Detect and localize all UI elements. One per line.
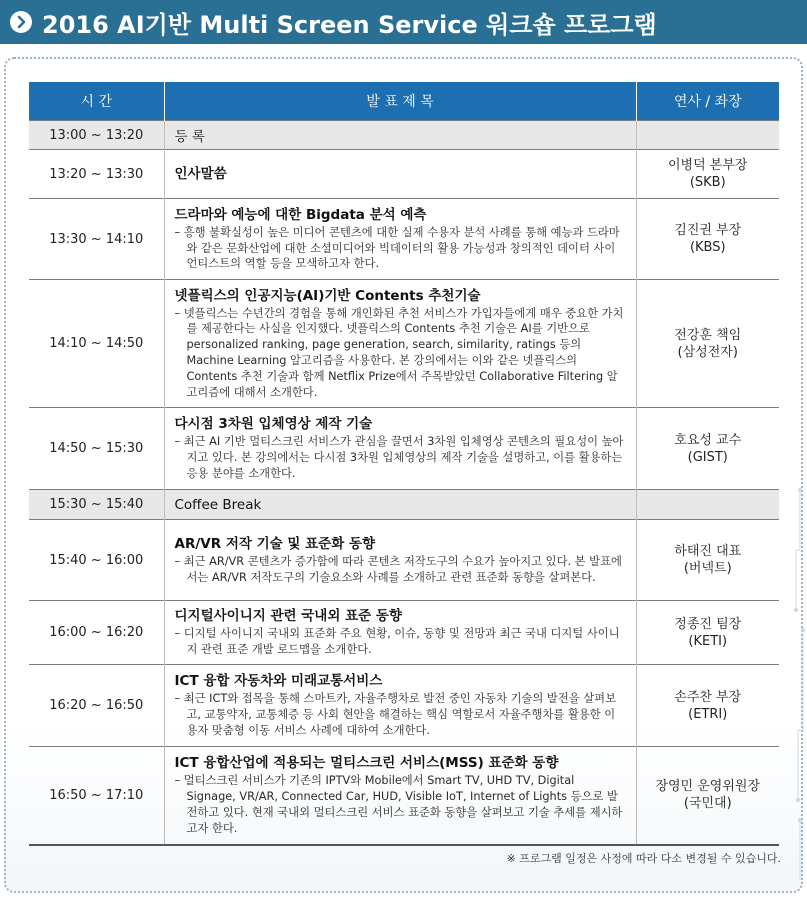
table-row xyxy=(29,601,779,665)
time-cell: 15:40 ~ 16:00 xyxy=(29,520,164,601)
topic-cell xyxy=(164,280,636,408)
session-description: – 넷플릭스는 수년간의 경험을 통해 개인화된 추천 서비스가 가입자들에게 매우 중요한 가치를 제공한다는 사실을 인지했다. 넷플릭스의 Contents 추천 기술은 AI를 기반으로 personalized ranking, page generation, search, similarity, ratings 등의 Machine Learning 알고리즘을 사용한다. 본 강의에서는 이와 같은 넷플릭스의 Contents 추천 기술과 함께 Netflix Prize에서 주목받았던 Collaborative Filtering 알고리즘에 대해서 소개한다. xyxy=(174,306,624,399)
speaker-cell xyxy=(636,408,779,490)
time-cell: 14:50 ~ 15:30 xyxy=(29,408,164,490)
table-header-row xyxy=(29,82,779,121)
page-title: 2016 AI기반 Multi Screen Service 워크숍 프로그램 xyxy=(42,10,657,39)
session-title: AR/VR 저작 기술 및 표준화 동향 xyxy=(174,535,376,552)
topic-cell xyxy=(164,150,636,199)
table-row xyxy=(29,199,779,280)
column-header-title: 발 표 제 목 xyxy=(164,82,636,121)
speaker-name: 전강훈 책임 xyxy=(674,327,742,343)
session-title: ICT 융합 자동차와 미래교통서비스 xyxy=(174,673,383,690)
session-title: 드라마와 예능에 대한 Bigdata 분석 예측 xyxy=(174,206,427,223)
table-row xyxy=(29,408,779,490)
time-cell: 13:20 ~ 13:30 xyxy=(29,150,164,199)
topic-cell xyxy=(164,408,636,490)
speaker-name: 정종진 팀장 xyxy=(674,616,742,632)
speaker-org: (SKB) xyxy=(689,175,726,190)
session-title: 디지털사이니지 관련 국내외 표준 동향 xyxy=(174,608,402,625)
time-cell: 16:50 ~ 17:10 xyxy=(29,747,164,845)
speaker-cell xyxy=(636,150,779,199)
schedule-change-note: ※ 프로그램 일정은 사정에 따라 다소 변경될 수 있습니다. xyxy=(506,852,781,865)
speaker-org: (KBS) xyxy=(689,240,726,255)
title-bar xyxy=(0,0,807,44)
table-row xyxy=(29,520,779,601)
speaker-name: 호요성 교수 xyxy=(674,432,742,448)
session-title: 넷플릭스의 인공지능(AI)기반 Contents 추천기술 xyxy=(174,287,481,304)
circuit-decoration-icon xyxy=(793,470,807,890)
table-row xyxy=(29,490,779,520)
session-description: – 최근 AR/VR 콘텐츠가 증가함에 따라 콘텐츠 저작도구의 수요가 높아지고 있다. 본 발표에서는 AR/VR 저작도구의 기술요소와 사례를 소개하고 관련 표준화 동향을 살펴본다. xyxy=(174,554,622,584)
session-description: – 멀티스크린 서비스가 기존의 IPTV와 Mobile에서 Smart TV, UHD TV, Digital Signage, VR/AR, Connected Car, HUD, Visible IoT, Internet of Lights 등으로 발전하고 있다. 현재 국내외 멀티스크린 서비스 표준화 동향을 살펴보고 기술 추세를 제시하고자 한다. xyxy=(174,774,623,835)
session-title: Coffee Break xyxy=(174,496,262,513)
speaker-name: 김진권 부장 xyxy=(674,223,742,238)
session-title: ICT 융합산업에 적용되는 멀티스크린 서비스(MSS) 표준화 동향 xyxy=(174,755,559,772)
topic-cell xyxy=(164,601,636,665)
speaker-org: (버넥트) xyxy=(683,561,732,576)
time-cell: 13:30 ~ 14:10 xyxy=(29,199,164,280)
schedule-table xyxy=(29,82,779,846)
speaker-org: (KETI) xyxy=(688,633,728,649)
session-title: 등 록 xyxy=(174,129,205,145)
topic-cell xyxy=(164,665,636,747)
speaker-cell xyxy=(636,520,779,601)
speaker-cell xyxy=(636,490,779,520)
session-title: 다시점 3차원 입체영상 제작 기술 xyxy=(174,416,373,433)
speaker-cell xyxy=(636,199,779,280)
speaker-cell xyxy=(636,665,779,747)
session-description: – 최근 AI 기반 멀티스크린 서비스가 관심을 끌면서 3차원 입체영상 콘텐츠의 필요성이 높아지고 있다. 본 강의에서는 다시점 3차원 입체영상의 제작 기술을 설명하고, 이를 활용하는 응용 분야를 소개한다. xyxy=(174,435,624,480)
speaker-cell xyxy=(636,121,779,150)
time-cell: 16:00 ~ 16:20 xyxy=(29,601,164,665)
speaker-org: (GIST) xyxy=(687,449,728,465)
speaker-org: (삼성전자) xyxy=(677,344,738,360)
table-row xyxy=(29,150,779,199)
speaker-org: (ETRI) xyxy=(688,706,728,722)
topic-cell xyxy=(164,520,636,601)
speaker-cell xyxy=(636,280,779,408)
time-cell: 13:00 ~ 13:20 xyxy=(29,121,164,150)
topic-cell xyxy=(164,121,636,150)
time-cell: 15:30 ~ 15:40 xyxy=(29,490,164,520)
table-row xyxy=(29,121,779,150)
column-header-time: 시 간 xyxy=(29,82,164,121)
table-row xyxy=(29,280,779,408)
speaker-name: 장영민 운영위원장 xyxy=(655,779,761,795)
time-cell: 14:10 ~ 14:50 xyxy=(29,280,164,408)
speaker-org: (국민대) xyxy=(683,796,732,812)
table-row xyxy=(29,747,779,845)
topic-cell xyxy=(164,747,636,845)
topic-cell xyxy=(164,199,636,280)
speaker-name: 하태진 대표 xyxy=(674,544,742,559)
session-title: 인사말씀 xyxy=(174,166,227,182)
chevron-right-circle-icon xyxy=(10,11,32,33)
column-header-speaker: 연사 / 좌장 xyxy=(636,82,779,121)
speaker-cell xyxy=(636,747,779,845)
speaker-cell xyxy=(636,601,779,665)
time-cell: 16:20 ~ 16:50 xyxy=(29,665,164,747)
speaker-name: 손주찬 부장 xyxy=(674,689,742,705)
session-description: – 최근 ICT와 접목을 통해 스마트카, 자율주행차로 발전 중인 자동차 기술의 발전을 살펴보고, 교통약자, 교통체증 등 사회 현안을 해결하는 핵심 역할로서 자율주행차를 활용한 이용자 맞춤형 이동 서비스 사례에 대하여 소개한다. xyxy=(174,692,616,737)
table-row xyxy=(29,665,779,747)
session-description: – 디지털 사이니지 국내외 표준화 주요 현황, 이슈, 동향 및 전망과 최근 국내 디지털 사이니지 관련 표준 개발 로드맵을 소개한다. xyxy=(174,627,620,656)
speaker-name: 이병덕 본부장 xyxy=(668,158,748,173)
topic-cell xyxy=(164,490,636,520)
session-description: – 흥행 불확실성이 높은 미디어 콘텐츠에 대한 실제 수용자 분석 사례를 통해 예능과 드라마와 같은 문화산업에 대한 소셜미디어와 빅데이터의 활용 가능성과 창의적인 데이터 사이언티스트의 역할 등을 모색하고자 한다. xyxy=(174,225,620,271)
